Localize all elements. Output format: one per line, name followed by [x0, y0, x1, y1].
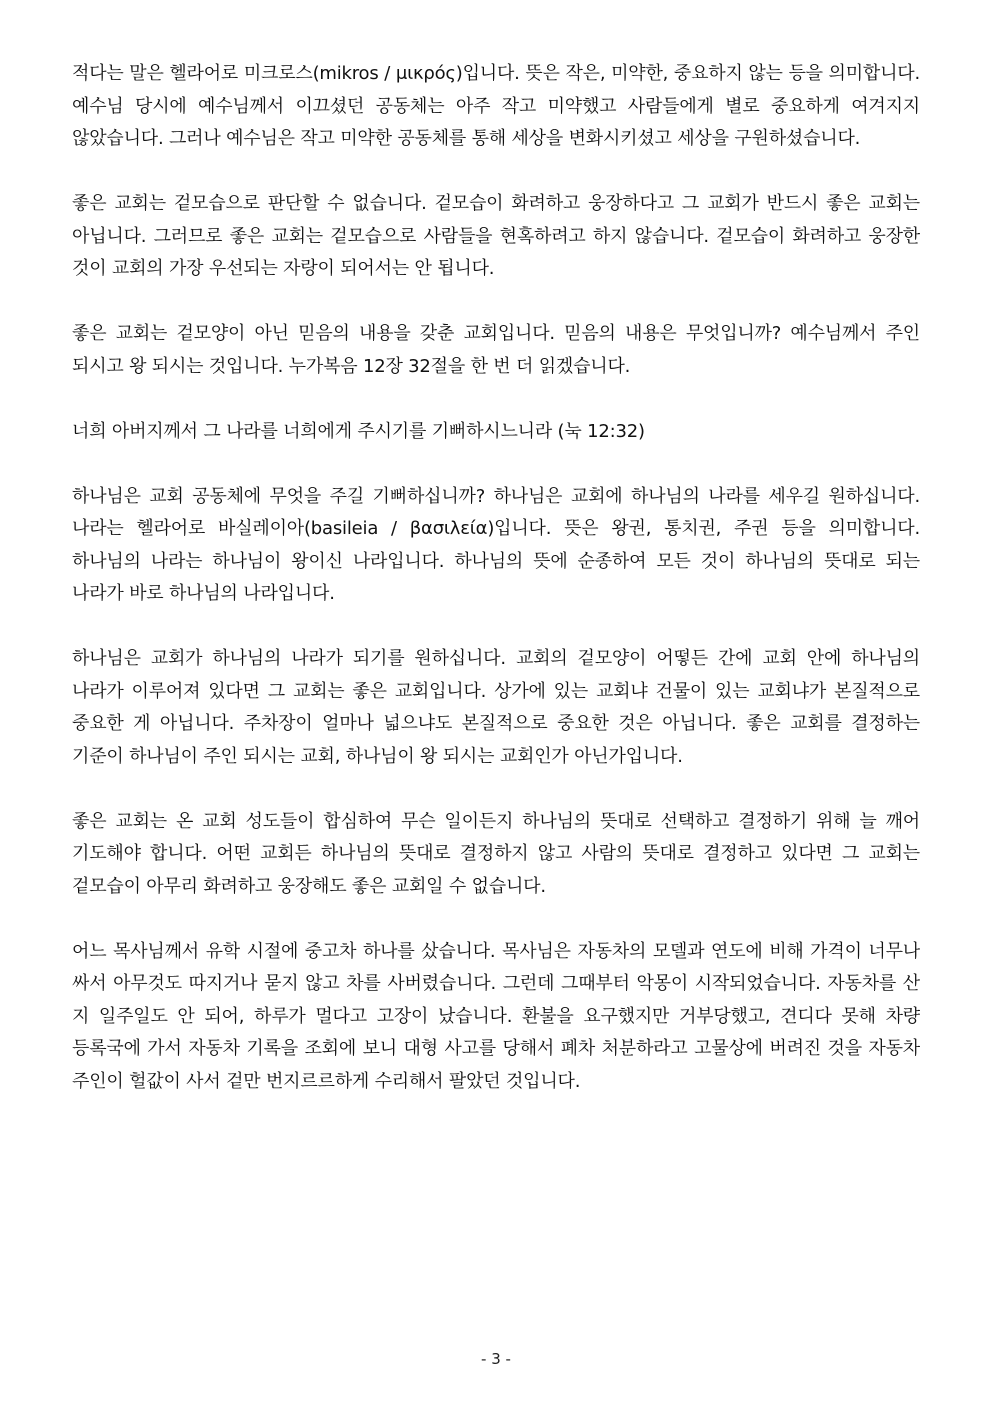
paragraph-kingdom-church: 하나님은 교회가 하나님의 나라가 되기를 원하십니다. 교회의 겉모양이 어떻든 간에 교회 안에 하나님의 나라가 이루어져 있다면 그 교회는 좋은 교회입니다. 상가에 있는 교회냐 건물이 있는 교회냐가 본질적으로 중요한 게 아닙니다. 주차장이 얼마나 넓으냐도 본질적으로 중요한 것은 아닙니다. 좋은 교회를 결정하는 기준이 하나님이 주인 되시는 교회, 하나님이 왕 되시는 교회인가 아닌가입니다. [72, 648, 920, 767]
document-page [72, 58, 920, 1131]
paragraph-used-car-story: 어느 목사님께서 유학 시절에 중고차 하나를 샀습니다. 목사님은 자동차의 모델과 연도에 비해 가격이 너무나 싸서 아무것도 따지거나 묻지 않고 차를 사버렸습니다. 그런데 그때부터 악몽이 시작되었습니다. 자동차를 산 지 일주일도 안 되어, 하루가 멀다고 고장이 났습니다. 환불을 요구했지만 거부당했고, 견디다 못해 차량 등록국에 가서 자동차 기록을 조회에 보니 대형 사고를 당해서 폐차 처분하라고 고물상에 버려진 것을 자동차 주인이 헐값이 사서 겉만 번지르르하게 수리해서 팔았던 것입니다. [72, 940, 920, 1092]
paragraph-faith-content: 좋은 교회는 겉모양이 아닌 믿음의 내용을 갖춘 교회입니다. 믿음의 내용은 무엇입니까? 예수님께서 주인 되시고 왕 되시는 것입니다. 누가복음 12장 32절을 한 번 더 읽겠습니다. [72, 323, 920, 377]
scripture-verse: 너희 아버지께서 그 나라를 너희에게 주시기를 기뻐하시느니라 (눅 12:32) [72, 420, 645, 442]
paragraph-prayer: 좋은 교회는 온 교회 성도들이 합심하여 무슨 일이든지 하나님의 뜻대로 선택하고 결정하기 위해 늘 깨어 기도해야 합니다. 어떤 교회든 하나님의 뜻대로 결정하지 않고 사람의 뜻대로 결정하고 있다면 그 교회는 겉모습이 아무리 화려하고 웅장해도 좋은 교회일 수 없습니다. [72, 810, 920, 897]
paragraph-mikros: 적다는 말은 헬라어로 미크로스(mikros / μικρός)입니다. 뜻은 작은, 미약한, 중요하지 않는 등을 의미합니다. 예수님 당시에 예수님께서 이끄셨던 공동체는 아주 작고 미약했고 사람들에게 별로 중요하게 여겨지지 않았습니다. 그러나 예수님은 작고 미약한 공동체를 통해 세상을 변화시키셨고 세상을 구원하셨습니다. [72, 63, 920, 149]
page-number: - 3 - [481, 1350, 511, 1368]
paragraph-basileia: 하나님은 교회 공동체에 무엇을 주길 기뻐하십니까? 하나님은 교회에 하나님의 나라를 세우길 원하십니다. 나라는 헬라어로 바실레이아(basileia / βασιλεία)입니다. 뜻은 왕권, 통치권, 주권 등을 의미합니다. 하나님의 나라는 하나님이 왕이신 나라입니다. 하나님의 뜻에 순종하여 모든 것이 하나님의 뜻대로 되는 나라가 바로 하나님의 나라입니다. [72, 485, 920, 604]
paragraph-appearance: 좋은 교회는 겉모습으로 판단할 수 없습니다. 겉모습이 화려하고 웅장하다고 그 교회가 반드시 좋은 교회는 아닙니다. 그러므로 좋은 교회는 겉모습으로 사람들을 현혹하려고 하지 않습니다. 겉모습이 화려하고 웅장한 것이 교회의 가장 우선되는 자랑이 되어서는 안 됩니다. [72, 193, 920, 279]
